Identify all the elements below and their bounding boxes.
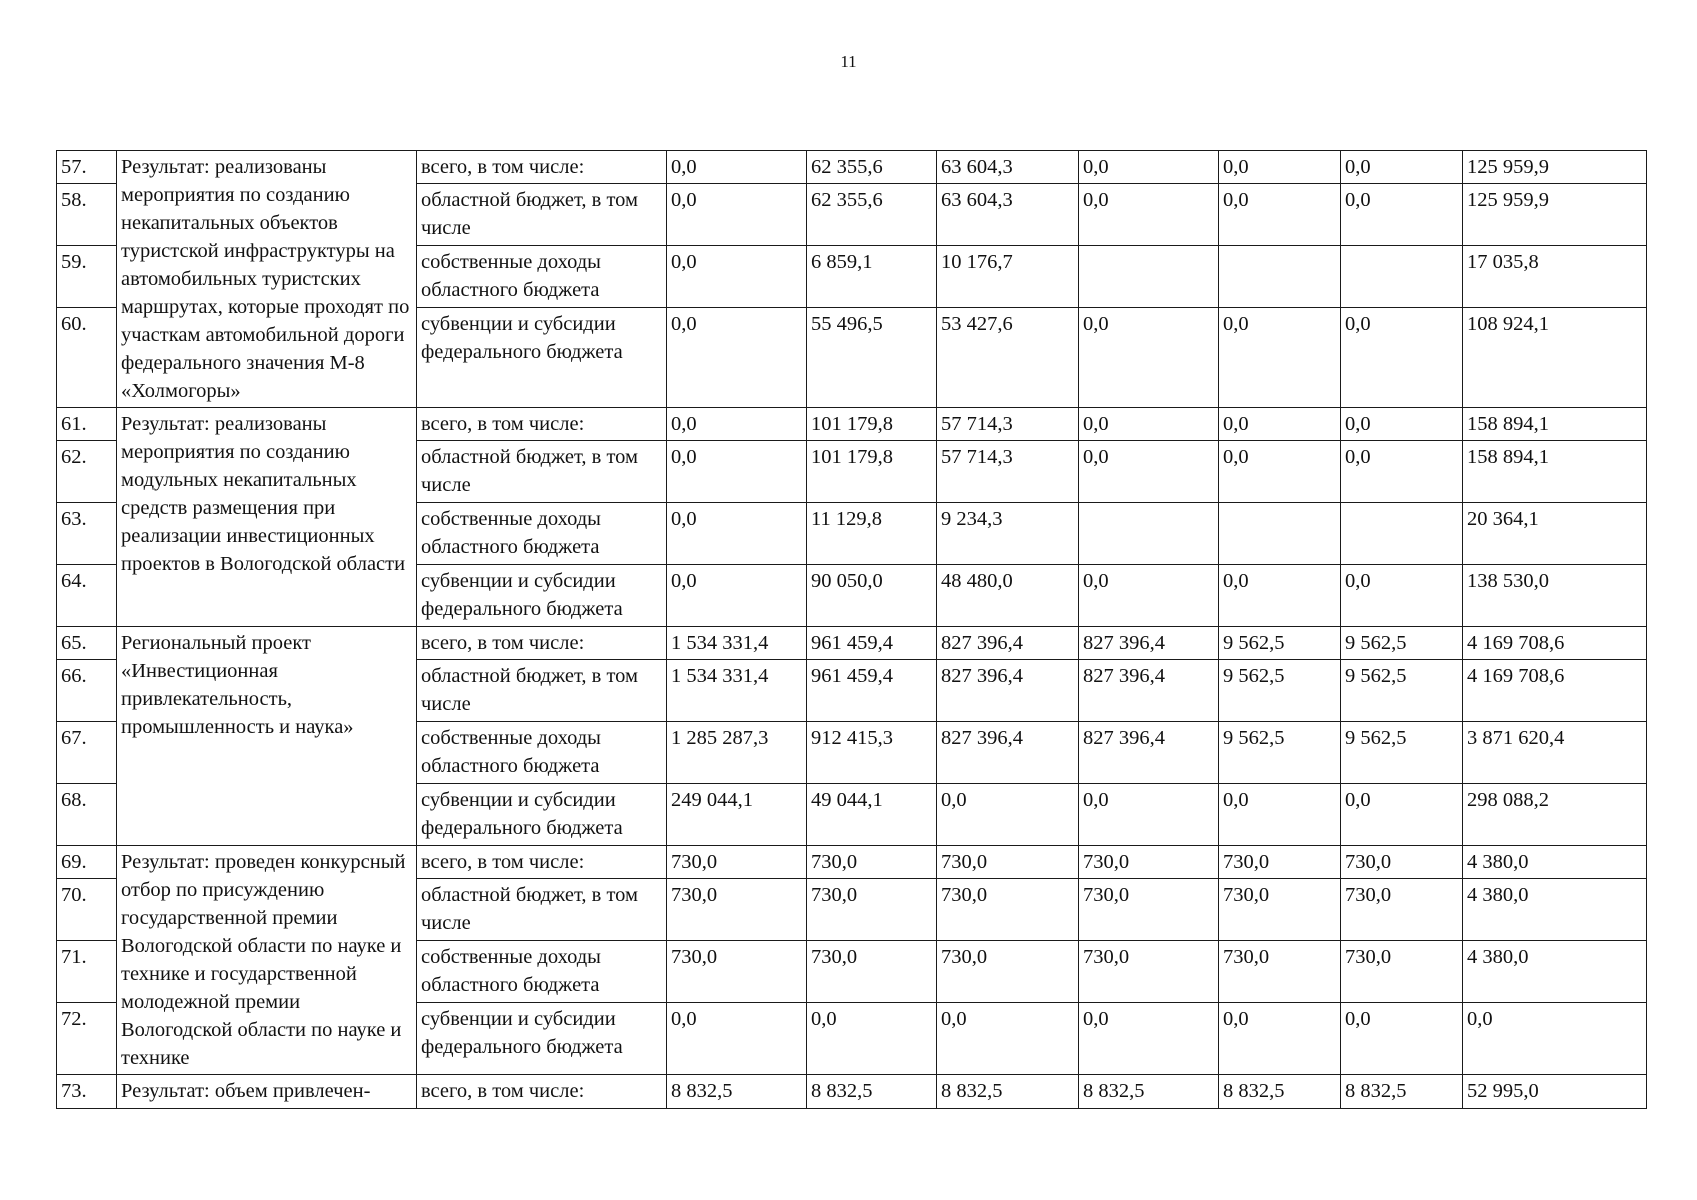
funding-source: областной бюджет, в том числе xyxy=(417,184,667,246)
total-value-cell: 125 959,9 xyxy=(1463,184,1647,246)
year-value-cell: 9 562,5 xyxy=(1219,660,1341,722)
year-value-cell: 8 832,5 xyxy=(1219,1075,1341,1109)
year-value-cell: 57 714,3 xyxy=(937,408,1079,441)
year-value-cell: 10 176,7 xyxy=(937,246,1079,308)
total-value-cell: 4 169 708,6 xyxy=(1463,660,1647,722)
year-value-cell: 730,0 xyxy=(1219,879,1341,941)
funding-source: субвенции и субсидии федерального бюджета xyxy=(417,565,667,627)
year-value-cell: 730,0 xyxy=(937,941,1079,1003)
total-value-cell: 4 380,0 xyxy=(1463,846,1647,879)
year-value-cell: 0,0 xyxy=(1219,441,1341,503)
funding-source: областной бюджет, в том числе xyxy=(417,660,667,722)
year-value-cell: 730,0 xyxy=(1341,941,1463,1003)
year-value-cell: 730,0 xyxy=(1219,846,1341,879)
year-value-cell: 1 534 331,4 xyxy=(667,660,807,722)
funding-source: областной бюджет, в том числе xyxy=(417,879,667,941)
row-number: 60. xyxy=(57,308,117,408)
funding-source: субвенции и субсидии федерального бюджета xyxy=(417,784,667,846)
total-value-cell: 4 380,0 xyxy=(1463,879,1647,941)
year-value-cell: 730,0 xyxy=(667,941,807,1003)
funding-source: всего, в том числе: xyxy=(417,1075,667,1109)
table-row xyxy=(57,1075,1647,1109)
total-value-cell: 52 995,0 xyxy=(1463,1075,1647,1109)
total-value-cell: 108 924,1 xyxy=(1463,308,1647,408)
year-value-cell: 827 396,4 xyxy=(937,660,1079,722)
year-value-cell xyxy=(1341,503,1463,565)
row-number: 69. xyxy=(57,846,117,879)
year-value-cell: 63 604,3 xyxy=(937,151,1079,184)
result-description: Региональный проект «Инвестиционная привлекательность, промышленность и наука» xyxy=(117,627,417,846)
year-value-cell: 62 355,6 xyxy=(807,151,937,184)
year-value-cell: 11 129,8 xyxy=(807,503,937,565)
row-number: 72. xyxy=(57,1003,117,1075)
year-value-cell: 0,0 xyxy=(667,308,807,408)
year-value-cell: 912 415,3 xyxy=(807,722,937,784)
year-value-cell: 730,0 xyxy=(1341,846,1463,879)
year-value-cell: 0,0 xyxy=(667,503,807,565)
total-value-cell: 17 035,8 xyxy=(1463,246,1647,308)
year-value-cell: 0,0 xyxy=(667,408,807,441)
total-value-cell: 0,0 xyxy=(1463,1003,1647,1075)
row-number: 66. xyxy=(57,660,117,722)
page-number: 11 xyxy=(840,52,857,71)
year-value-cell: 0,0 xyxy=(1341,565,1463,627)
funding-source: всего, в том числе: xyxy=(417,846,667,879)
year-value-cell: 730,0 xyxy=(937,879,1079,941)
total-value-cell: 4 380,0 xyxy=(1463,941,1647,1003)
year-value-cell: 0,0 xyxy=(937,784,1079,846)
row-number: 67. xyxy=(57,722,117,784)
funding-source: субвенции и субсидии федерального бюджета xyxy=(417,1003,667,1075)
year-value-cell: 101 179,8 xyxy=(807,408,937,441)
year-value-cell: 48 480,0 xyxy=(937,565,1079,627)
year-value-cell: 0,0 xyxy=(1341,408,1463,441)
year-value-cell: 0,0 xyxy=(1341,151,1463,184)
year-value-cell: 9 562,5 xyxy=(1219,722,1341,784)
year-value-cell: 0,0 xyxy=(1219,1003,1341,1075)
year-value-cell: 0,0 xyxy=(667,246,807,308)
year-value-cell: 0,0 xyxy=(667,184,807,246)
year-value-cell: 8 832,5 xyxy=(1079,1075,1219,1109)
year-value-cell: 8 832,5 xyxy=(937,1075,1079,1109)
funding-source: всего, в том числе: xyxy=(417,151,667,184)
result-description: Результат: проведен конкурсный отбор по присуждению государственной премии Вологодской области по науке и технике и государственной молодежной премии Вологодской области по науке и технике xyxy=(117,846,417,1075)
year-value-cell: 0,0 xyxy=(1079,1003,1219,1075)
year-value-cell xyxy=(1219,503,1341,565)
year-value-cell: 961 459,4 xyxy=(807,660,937,722)
year-value-cell: 0,0 xyxy=(1341,441,1463,503)
year-value-cell: 0,0 xyxy=(1341,184,1463,246)
total-value-cell: 3 871 620,4 xyxy=(1463,722,1647,784)
year-value-cell: 0,0 xyxy=(1219,408,1341,441)
year-value-cell: 0,0 xyxy=(1219,184,1341,246)
year-value-cell: 730,0 xyxy=(807,941,937,1003)
year-value-cell: 0,0 xyxy=(1079,565,1219,627)
year-value-cell: 730,0 xyxy=(667,879,807,941)
row-number: 59. xyxy=(57,246,117,308)
year-value-cell: 0,0 xyxy=(667,151,807,184)
budget-table xyxy=(56,150,1647,1109)
row-number: 57. xyxy=(57,151,117,184)
year-value-cell: 9 234,3 xyxy=(937,503,1079,565)
year-value-cell: 0,0 xyxy=(1079,441,1219,503)
year-value-cell: 9 562,5 xyxy=(1219,627,1341,660)
year-value-cell: 0,0 xyxy=(667,441,807,503)
year-value-cell: 90 050,0 xyxy=(807,565,937,627)
year-value-cell: 6 859,1 xyxy=(807,246,937,308)
year-value-cell: 730,0 xyxy=(807,846,937,879)
total-value-cell: 20 364,1 xyxy=(1463,503,1647,565)
row-number: 61. xyxy=(57,408,117,441)
year-value-cell: 101 179,8 xyxy=(807,441,937,503)
row-number: 68. xyxy=(57,784,117,846)
funding-source: собственные доходы областного бюджета xyxy=(417,246,667,308)
year-value-cell: 0,0 xyxy=(937,1003,1079,1075)
year-value-cell: 730,0 xyxy=(1219,941,1341,1003)
year-value-cell: 0,0 xyxy=(667,1003,807,1075)
year-value-cell: 9 562,5 xyxy=(1341,627,1463,660)
year-value-cell: 730,0 xyxy=(1079,879,1219,941)
total-value-cell: 158 894,1 xyxy=(1463,441,1647,503)
total-value-cell: 4 169 708,6 xyxy=(1463,627,1647,660)
year-value-cell: 961 459,4 xyxy=(807,627,937,660)
table-row xyxy=(57,151,1647,184)
year-value-cell: 0,0 xyxy=(1341,1003,1463,1075)
year-value-cell: 8 832,5 xyxy=(667,1075,807,1109)
year-value-cell: 0,0 xyxy=(667,565,807,627)
year-value-cell: 827 396,4 xyxy=(1079,627,1219,660)
year-value-cell: 827 396,4 xyxy=(1079,660,1219,722)
row-number: 73. xyxy=(57,1075,117,1109)
year-value-cell: 8 832,5 xyxy=(807,1075,937,1109)
row-number: 65. xyxy=(57,627,117,660)
year-value-cell: 0,0 xyxy=(1079,151,1219,184)
table-row xyxy=(57,408,1647,441)
year-value-cell: 62 355,6 xyxy=(807,184,937,246)
row-number: 70. xyxy=(57,879,117,941)
year-value-cell: 827 396,4 xyxy=(937,722,1079,784)
year-value-cell: 827 396,4 xyxy=(937,627,1079,660)
table-row xyxy=(57,627,1647,660)
year-value-cell: 730,0 xyxy=(937,846,1079,879)
row-number: 63. xyxy=(57,503,117,565)
year-value-cell: 57 714,3 xyxy=(937,441,1079,503)
year-value-cell: 0,0 xyxy=(1079,408,1219,441)
funding-source: областной бюджет, в том числе xyxy=(417,441,667,503)
total-value-cell: 298 088,2 xyxy=(1463,784,1647,846)
total-value-cell: 138 530,0 xyxy=(1463,565,1647,627)
result-description: Результат: объем привлечен- xyxy=(117,1075,417,1109)
year-value-cell: 63 604,3 xyxy=(937,184,1079,246)
year-value-cell xyxy=(1341,246,1463,308)
year-value-cell: 0,0 xyxy=(1341,784,1463,846)
year-value-cell: 249 044,1 xyxy=(667,784,807,846)
row-number: 58. xyxy=(57,184,117,246)
year-value-cell: 730,0 xyxy=(1341,879,1463,941)
row-number: 62. xyxy=(57,441,117,503)
funding-source: собственные доходы областного бюджета xyxy=(417,941,667,1003)
year-value-cell: 0,0 xyxy=(1219,151,1341,184)
year-value-cell: 0,0 xyxy=(1079,784,1219,846)
result-description: Результат: реализованы мероприятия по созданию модульных некапитальных средств размещения при реализации инвестиционных проектов в Вологодской области xyxy=(117,408,417,627)
year-value-cell: 730,0 xyxy=(1079,941,1219,1003)
funding-source: субвенции и субсидии федерального бюджета xyxy=(417,308,667,408)
year-value-cell: 0,0 xyxy=(1341,308,1463,408)
year-value-cell: 1 534 331,4 xyxy=(667,627,807,660)
year-value-cell xyxy=(1079,246,1219,308)
year-value-cell xyxy=(1079,503,1219,565)
year-value-cell: 827 396,4 xyxy=(1079,722,1219,784)
funding-source: собственные доходы областного бюджета xyxy=(417,722,667,784)
year-value-cell: 730,0 xyxy=(1079,846,1219,879)
year-value-cell: 730,0 xyxy=(807,879,937,941)
year-value-cell: 9 562,5 xyxy=(1341,722,1463,784)
row-number: 71. xyxy=(57,941,117,1003)
year-value-cell: 730,0 xyxy=(667,846,807,879)
year-value-cell: 0,0 xyxy=(1219,565,1341,627)
year-value-cell: 0,0 xyxy=(1079,308,1219,408)
table-body xyxy=(57,151,1647,1109)
year-value-cell: 53 427,6 xyxy=(937,308,1079,408)
total-value-cell: 125 959,9 xyxy=(1463,151,1647,184)
funding-source: всего, в том числе: xyxy=(417,627,667,660)
year-value-cell xyxy=(1219,246,1341,308)
table-row xyxy=(57,846,1647,879)
year-value-cell: 1 285 287,3 xyxy=(667,722,807,784)
row-number: 64. xyxy=(57,565,117,627)
year-value-cell: 55 496,5 xyxy=(807,308,937,408)
year-value-cell: 0,0 xyxy=(1219,308,1341,408)
funding-source: собственные доходы областного бюджета xyxy=(417,503,667,565)
total-value-cell: 158 894,1 xyxy=(1463,408,1647,441)
year-value-cell: 8 832,5 xyxy=(1341,1075,1463,1109)
year-value-cell: 0,0 xyxy=(1079,184,1219,246)
year-value-cell: 0,0 xyxy=(807,1003,937,1075)
year-value-cell: 9 562,5 xyxy=(1341,660,1463,722)
funding-source: всего, в том числе: xyxy=(417,408,667,441)
result-description: Результат: реализованы мероприятия по созданию некапитальных объектов туристской инфраструктуры на автомобильных туристских маршрутах, которые проходят по участкам автомобильной дороги федерального значения М-8 «Холмогоры» xyxy=(117,151,417,408)
year-value-cell: 0,0 xyxy=(1219,784,1341,846)
year-value-cell: 49 044,1 xyxy=(807,784,937,846)
